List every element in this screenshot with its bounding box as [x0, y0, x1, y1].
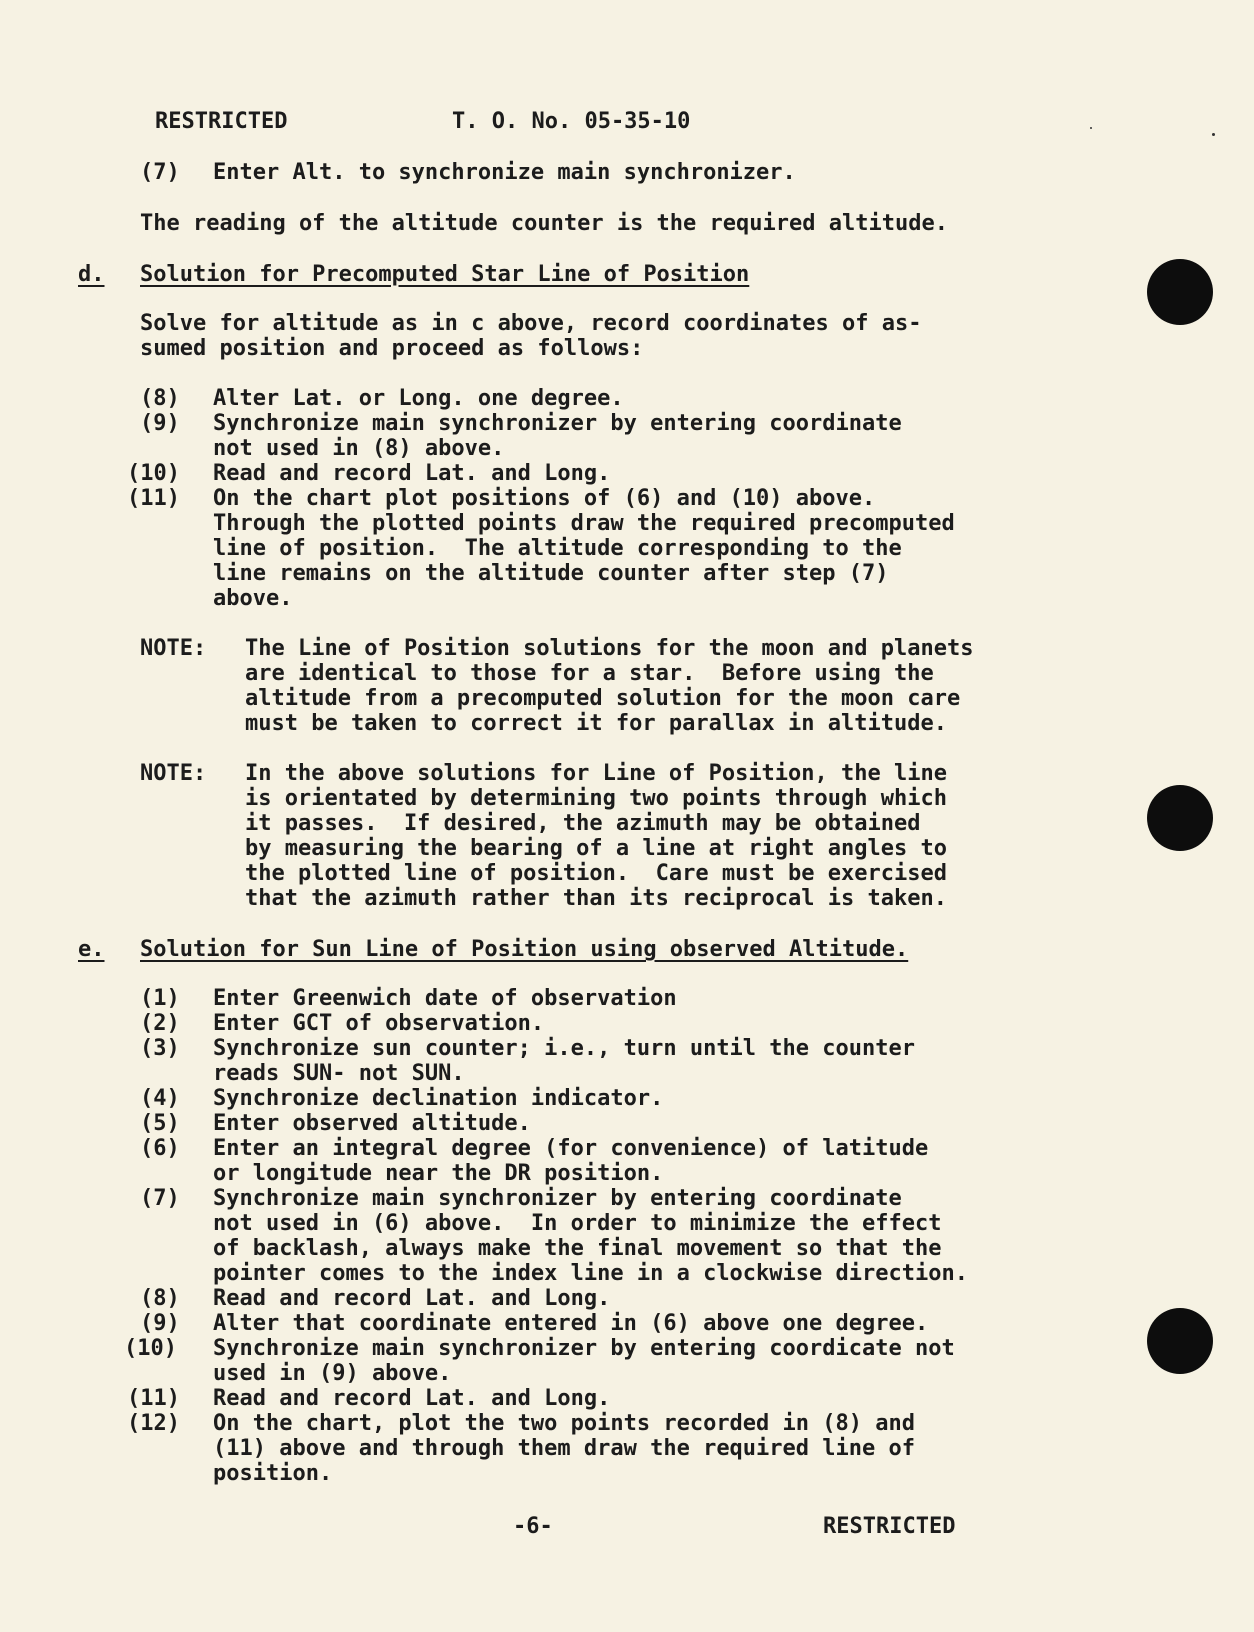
step-text: (11) above and through them draw the required line of — [213, 1436, 915, 1461]
binder-hole-middle — [1147, 785, 1213, 851]
step-text: line remains on the altitude counter after step (7) — [213, 561, 889, 586]
step-text: Read and record Lat. and Long. — [213, 461, 611, 486]
step-text: Alter Lat. or Long. one degree. — [213, 386, 624, 411]
step-number: (11) — [127, 1386, 180, 1411]
step-text: On the chart, plot the two points recorded in (8) and — [213, 1411, 915, 1436]
section-d-intro-line: Solve for altitude as in c above, record coordinates of as- — [140, 311, 922, 336]
step-text: Read and record Lat. and Long. — [213, 1286, 611, 1311]
step-text: Enter GCT of observation. — [213, 1011, 545, 1036]
step-text: Enter observed altitude. — [213, 1111, 531, 1136]
note-text: the plotted line of position. Care must be exercised — [245, 861, 947, 886]
header-classification: RESTRICTED — [155, 109, 288, 134]
note-text: The Line of Position solutions for the moon and planets — [245, 636, 974, 661]
step-number: (6) — [140, 1136, 180, 1161]
step-number: (5) — [140, 1111, 180, 1136]
note-text: In the above solutions for Line of Position, the line — [245, 761, 947, 786]
step-number: (7) — [140, 160, 180, 185]
note-label: NOTE: — [140, 636, 207, 661]
step-number: (8) — [140, 1286, 180, 1311]
result-paragraph: The reading of the altitude counter is the required altitude. — [140, 211, 948, 236]
step-text: Synchronize declination indicator. — [213, 1086, 664, 1111]
step-text: Read and record Lat. and Long. — [213, 1386, 611, 1411]
note-text: is orientated by determining two points through which — [245, 786, 947, 811]
step-number: (9) — [140, 411, 180, 436]
step-text: Through the plotted points draw the required precomputed — [213, 511, 955, 536]
step-text: Synchronize main synchronizer by entering coordinate — [213, 411, 902, 436]
step-number: (7) — [140, 1186, 180, 1211]
step-number: (12) — [127, 1411, 180, 1436]
step-number: (10) — [124, 1336, 177, 1361]
section-d-intro-line: sumed position and proceed as follows: — [140, 336, 644, 361]
step-text: of backlash, always make the final movement so that the — [213, 1236, 942, 1261]
binder-hole-top — [1147, 259, 1213, 325]
step-number: (2) — [140, 1011, 180, 1036]
step-text: line of position. The altitude corresponding to the — [213, 536, 902, 561]
step-number: (4) — [140, 1086, 180, 1111]
note-text: it passes. If desired, the azimuth may be obtained — [245, 811, 921, 836]
step-text: Enter Greenwich date of observation — [213, 986, 677, 1011]
paper-speck — [1090, 127, 1092, 129]
step-text: not used in (8) above. — [213, 436, 505, 461]
step-text: Synchronize sun counter; i.e., turn until the counter — [213, 1036, 915, 1061]
note-text: are identical to those for a star. Before using the — [245, 661, 934, 686]
step-text: Alter that coordinate entered in (6) above one degree. — [213, 1311, 929, 1336]
step-text: above. — [213, 586, 293, 611]
step-text: or longitude near the DR position. — [213, 1161, 664, 1186]
note-text: altitude from a precomputed solution for the moon care — [245, 686, 961, 711]
step-text: On the chart plot positions of (6) and (10) above. — [213, 486, 876, 511]
step-number: (11) — [127, 486, 180, 511]
step-number: (10) — [127, 461, 180, 486]
binder-hole-bottom — [1147, 1308, 1213, 1374]
section-d-letter: d. — [78, 262, 105, 287]
section-e-title: Solution for Sun Line of Position using observed Altitude. — [140, 937, 909, 962]
note-text: that the azimuth rather than its reciprocal is taken. — [245, 886, 947, 911]
note-text: by measuring the bearing of a line at right angles to — [245, 836, 947, 861]
header-tech-order-number: T. O. No. 05-35-10 — [452, 109, 691, 134]
note-label: NOTE: — [140, 761, 207, 786]
step-text: Enter Alt. to synchronize main synchronizer. — [213, 160, 796, 185]
note-text: must be taken to correct it for parallax in altitude. — [245, 711, 947, 736]
step-number: (3) — [140, 1036, 180, 1061]
step-text: used in (9) above. — [213, 1361, 452, 1386]
step-text: pointer comes to the index line in a clockwise direction. — [213, 1261, 968, 1286]
paper-speck — [1212, 133, 1215, 136]
step-text: Synchronize main synchronizer by entering coordicate not — [213, 1336, 955, 1361]
step-text: position. — [213, 1461, 333, 1486]
section-e-letter: e. — [78, 937, 105, 962]
step-text: Enter an integral degree (for convenience) of latitude — [213, 1136, 929, 1161]
step-number: (1) — [140, 986, 180, 1011]
step-text: reads SUN- not SUN. — [213, 1061, 465, 1086]
step-number: (8) — [140, 386, 180, 411]
step-text: not used in (6) above. In order to minimize the effect — [213, 1211, 942, 1236]
step-number: (9) — [140, 1311, 180, 1336]
step-text: Synchronize main synchronizer by entering coordinate — [213, 1186, 902, 1211]
section-d-title: Solution for Precomputed Star Line of Position — [140, 262, 750, 287]
footer-classification: RESTRICTED — [823, 1514, 956, 1539]
page-number: -6- — [513, 1514, 553, 1539]
